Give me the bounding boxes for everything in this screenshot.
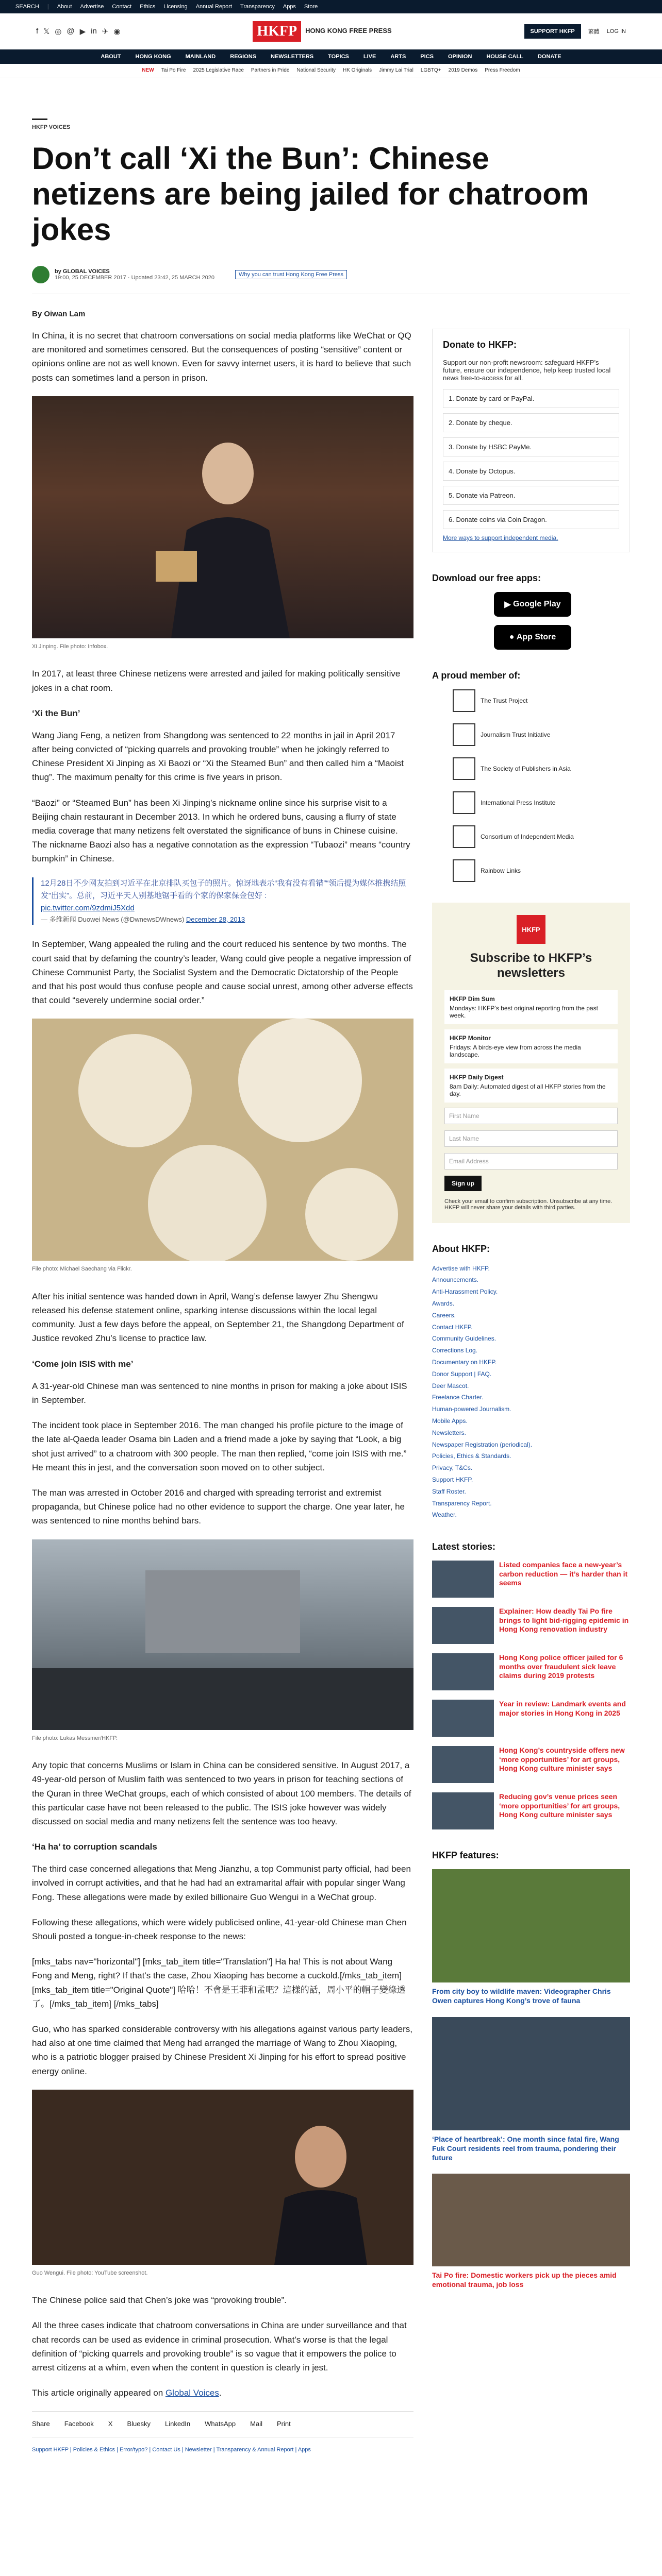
top-utility-bar: SEARCH | About Advertise Contact Ethics Licensing Annual Report Transparency Apps Store <box>0 0 662 13</box>
share-label: Share <box>32 2420 50 2428</box>
trust-link[interactable]: Why you can trust Hong Kong Free Press <box>235 270 347 279</box>
signup-button[interactable]: Sign up <box>444 1176 482 1191</box>
nav-donate[interactable]: DONATE <box>537 54 561 60</box>
member-jti[interactable]: Journalism Trust Initiative <box>453 723 630 746</box>
paragraph: Any topic that concerns Muslims or Islam in China can be considered sensitive. In August 2017, a 49-year-old person of Muslim faith was sentenced to two years in prison for teaching sections of the Quran in three WeChat groups, each of which consisted of about 100 members. The details of this particular case have not been released to the public. The ISIS joke however was widely discussed on social media and many netizens felt the sentence was too heavy. <box>32 1760 411 1826</box>
paragraph: Following these allegations, which were widely publicised online, 41-year-old Chinese man Chen Shouli posted a tongue-in-cheek response to the news: <box>32 1917 407 1942</box>
section-heading: ‘Ha ha’ to corruption scandals <box>32 1842 157 1852</box>
sopa-logo <box>453 757 475 780</box>
language-link[interactable]: 繁體 <box>588 28 600 35</box>
about-link[interactable]: Corrections Log. <box>432 1347 478 1354</box>
about-link[interactable]: Newsletters. <box>432 1429 467 1436</box>
share-bluesky[interactable]: Bluesky <box>127 2420 151 2428</box>
facebook-icon[interactable]: f <box>36 26 39 36</box>
site-logo[interactable]: HKFP HONG KONG FREE PRESS <box>253 21 391 42</box>
transparency-link[interactable]: Transparency <box>240 4 275 10</box>
donate-text: Support our non-profit newsroom: safeguard HKFP’s future, ensure our independence, help keep trusted local news free-to-access for all. <box>443 359 611 382</box>
newsletter-option-monitor[interactable]: HKFP Monitor Fridays: A birds-eye view from across the media landscape. <box>444 1029 618 1063</box>
paragraph: After his initial sentence was handed down in April, Wang’s defense lawyer Zhu Shengwu released his defense statement online, sparking intense discussions within the local legal community. Just a few days before the appeal, on September 21, the Shangdong Department of Justice revoked Zhu’s license to practice law. <box>32 1291 404 1344</box>
google-play-button[interactable]: ▶ Google Play <box>494 592 571 617</box>
about-link[interactable]: Awards. <box>432 1299 455 1307</box>
about-link[interactable]: About <box>57 4 72 10</box>
share-facebook[interactable]: Facebook <box>64 2420 94 2428</box>
email-field[interactable]: Email Address <box>444 1153 618 1170</box>
member-ipi[interactable]: International Press Institute <box>453 791 630 814</box>
annual-report-link[interactable]: Annual Report <box>195 4 233 10</box>
trust-project-logo <box>453 689 475 712</box>
jti-logo <box>453 723 475 746</box>
about-link[interactable]: Documentary on HKFP. <box>432 1358 497 1366</box>
photo-caption: Xi Jinping. File photo: Infobox. <box>32 643 108 650</box>
more-support-link[interactable]: More ways to support independent media. <box>443 534 558 541</box>
feature-item[interactable]: Tai Po fire: Domestic workers pick up the pieces amid emotional trauma, job loss <box>432 2174 630 2289</box>
contact-link[interactable]: Contact <box>112 4 132 10</box>
latest-story[interactable]: Year in review: Landmark events and major stories in Hong Kong in 2025 <box>432 1700 630 1737</box>
donate-option-patreon[interactable]: 5. Donate via Patreon. <box>443 486 619 505</box>
nav-newsletters[interactable]: NEWSLETTERS <box>271 54 314 60</box>
tweet-source: — 多维新闻 Duowei News (@DwnewsDWnews) <box>41 915 185 923</box>
first-name-field[interactable]: First Name <box>444 1108 618 1124</box>
paragraph: In 2017, at least three Chinese netizens were arrested and jailed for making politically sensitive jokes in a chat room. <box>32 669 401 693</box>
cim-logo <box>453 825 475 848</box>
apple-icon: ● <box>509 633 517 641</box>
x-icon[interactable]: 𝕏 <box>43 27 50 36</box>
buns-graphic <box>32 1019 413 1261</box>
members-title: A proud member of: <box>432 670 521 681</box>
about-link[interactable]: Human-powered Journalism. <box>432 1405 511 1413</box>
paragraph: “Baozi” or “Steamed Bun” has been Xi Jinping’s nickname online since his surprise visit to a Beijing chain restaurant in December 2013. In which he ordered buns, causing a flurry of state media coverage that many netizens felt overstated the significance of buns in Chinese cuisine. The nickname Baozi also has a negative connotation as the expression “Tubaozi” means “country bumpkin” in Chinese. <box>32 798 410 864</box>
nav-pics[interactable]: PICS <box>420 54 434 60</box>
donate-option-coins[interactable]: 6. Donate coins via Coin Dragon. <box>443 510 619 529</box>
global-voices-logo <box>32 266 49 283</box>
donate-option-octopus[interactable]: 4. Donate by Octopus. <box>443 462 619 481</box>
member-trust-project[interactable]: The Trust Project <box>453 689 630 712</box>
share-bar <box>32 2411 413 2437</box>
tweet-text: 12月28日不少网友拍到习近平在北京排队买包子的照片。惊讶地表示“我有没有看错”“领后提为媒体推携结照发”出实”。总前，习近平天人别基地锯手看的个家的保家保金包好 : <box>41 878 406 900</box>
section-eyebrow[interactable]: HKFP VOICES <box>32 118 47 130</box>
share-x[interactable]: X <box>108 2420 113 2428</box>
about-link[interactable]: Deer Mascot. <box>432 1382 469 1389</box>
trending-item[interactable]: Partners in Pride <box>251 67 290 73</box>
paragraph: The Chinese police said that Chen’s joke was “provoking trouble”. <box>32 2295 287 2306</box>
story-thumbnail <box>432 1653 494 1690</box>
nav-hong-kong[interactable]: HONG KONG <box>135 54 171 60</box>
member-cim[interactable]: Consortium of Independent Media <box>453 825 630 848</box>
donate-option-payme[interactable]: 3. Donate by HSBC PayMe. <box>443 437 619 456</box>
social-icons <box>36 27 121 36</box>
about-link[interactable]: Contact HKFP. <box>432 1323 473 1331</box>
main-nav <box>0 49 662 64</box>
byline <box>32 266 630 294</box>
latest-story[interactable]: Hong Kong police officer jailed for 6 months over fraudulent sick leave claims during 2019 protests <box>432 1653 630 1690</box>
apps-link[interactable]: Apps <box>283 4 296 10</box>
nav-house-call[interactable]: HOUSE CALL <box>486 54 523 60</box>
member-sopa[interactable]: The Society of Publishers in Asia <box>453 757 630 780</box>
paragraph: The man was arrested in October 2016 and charged with spreading terrorist and extremist propaganda, but Chinese police had no other evidence to support the charge. One year later, he was sentenced to nine months behind bars. <box>32 1487 405 1526</box>
latest-story[interactable]: Reducing gov’s venue prices seen ‘more opportunities’ for art groups, Hong Kong culture minister says <box>432 1792 630 1829</box>
article-body <box>32 329 413 2455</box>
latest-story[interactable]: Listed companies face a new-year’s carbon reduction — it’s harder than it seems <box>432 1561 630 1598</box>
article-footer-links[interactable]: Support HKFP | Policies & Ethics | Error/typo? | Contact Us | Newsletter | Transparency & Annual Report | Apps <box>32 2447 311 2453</box>
nav-live[interactable]: LIVE <box>363 54 376 60</box>
trending-item[interactable]: HK Originals <box>342 67 372 73</box>
site-header <box>0 13 662 49</box>
about-link[interactable]: Donor Support | FAQ. <box>432 1370 492 1378</box>
share-mail[interactable]: Mail <box>250 2420 262 2428</box>
about-link[interactable]: Weather. <box>432 1511 457 1519</box>
photo-caption: File photo: Lukas Messmer/HKFP. <box>32 1735 118 1741</box>
app-store-button[interactable]: ● App Store <box>494 625 571 650</box>
about-link[interactable]: Support HKFP. <box>432 1476 473 1483</box>
about-link[interactable]: Newspaper Registration (periodical). <box>432 1440 533 1448</box>
paragraph: Guo, who has sparked considerable controversy with his allegations against various party leaders, had also at one time claimed that Meng had arranged the marriage of Wang to Zhou Xiaoping, who is a patriotic blogger praised by Chinese President Xi Jinping for his effort to spread positive energy online. <box>32 2024 413 2076</box>
paragraph: In September, Wang appealed the ruling and the court reduced his sentence by two months. The court said that by defaming the country’s leader, Wang could give people a negative impression of Chinese Communist Party, the Socialist System and the Democratic Dictatorship of the People and that his post would thus confuse people and cause social unrest, among other adverse effects that could “severely undermine social order.” <box>32 939 413 1006</box>
paragraph: All the three cases indicate that chatroom conversations in China are under surveillance and that chat records can be used as evidence in criminal prosecution. What’s worse is that the legal definition of “picking quarrels and provoking trouble” is so vague that it empowers the police to arrest citizens at a whim, even when the content in question is clearly in jest. <box>32 2320 407 2373</box>
tweet-date[interactable]: December 28, 2013 <box>186 915 245 923</box>
trending-item[interactable]: 2025 Legislative Race <box>193 67 244 73</box>
latest-story[interactable]: Explainer: How deadly Tai Po fire brings to light bid-rigging epidemic in Hong Kong renovation industry <box>432 1607 630 1644</box>
share-linkedin[interactable]: LinkedIn <box>165 2420 191 2428</box>
search-link[interactable]: SEARCH <box>15 4 39 10</box>
story-thumbnail <box>432 1792 494 1829</box>
newsletter-box <box>432 903 630 1223</box>
about-link[interactable]: Anti-Harassment Policy. <box>432 1288 498 1296</box>
trending-item[interactable]: LGBTQ+ <box>420 67 441 73</box>
advertise-link[interactable]: Advertise <box>80 4 104 10</box>
latest-story[interactable]: Hong Kong’s countryside offers new ‘more opportunities’ for art groups, Hong Kong culture minister says <box>432 1746 630 1783</box>
trending-item[interactable]: Press Freedom <box>485 67 520 73</box>
donate-option-card[interactable]: 1. Donate by card or PayPal. <box>443 389 619 408</box>
feature-image <box>432 2174 630 2266</box>
about-link[interactable]: Mobile Apps. <box>432 1417 468 1425</box>
rainbow-links-logo <box>453 859 475 882</box>
nav-about[interactable]: ABOUT <box>101 54 121 60</box>
about-link[interactable]: Freelance Charter. <box>432 1394 484 1401</box>
photo-caption: File photo: Michael Saechang via Flickr. <box>32 1266 132 1273</box>
section-heading: ‘Come join ISIS with me’ <box>32 1359 134 1369</box>
donate-option-cheque[interactable]: 2. Donate by cheque. <box>443 413 619 432</box>
steamed-buns-photo <box>32 1019 413 1261</box>
ipi-logo <box>453 791 475 814</box>
about-list <box>432 1263 630 1521</box>
about-title: About HKFP: <box>432 1243 490 1254</box>
paragraph: A 31-year-old Chinese man was sentenced to nine months in prison for making a joke about ISIS in September. <box>32 1381 407 1405</box>
paragraph: Wang Jiang Feng, a netizen from Shangdong was sentenced to 22 months in jail in April 2017 after being convicted of “picking quarrels and provoking trouble” when he jokingly referred to Chinese President Xi Jinping as Xi Baozi or “Xi the Steamed Bun” and then called him a “Maoist thug”. The maximum penalty for this crime is five years in prison. <box>32 730 404 783</box>
member-rainbow-links[interactable]: Rainbow Links <box>453 859 630 882</box>
sidebar <box>432 329 630 2455</box>
trending-item[interactable]: National Security <box>296 67 336 73</box>
embedded-tweet <box>32 877 413 925</box>
byline-author[interactable]: by GLOBAL VOICES <box>55 268 110 275</box>
rss-icon[interactable]: ◉ <box>113 27 121 36</box>
paragraph: This article originally appeared on Global Voices. <box>32 2388 222 2398</box>
about-link[interactable]: Transparency Report. <box>432 1499 492 1507</box>
section-heading: ‘Xi the Bun’ <box>32 708 80 718</box>
linkedin-icon[interactable]: in <box>91 26 97 36</box>
telegram-icon[interactable]: ✈ <box>102 27 109 36</box>
feature-item[interactable]: From city boy to wildlife maven: Videographer Chris Owen captures Hong Kong’s trove of fauna <box>432 1869 630 2005</box>
last-name-field[interactable]: Last Name <box>444 1130 618 1147</box>
newsletter-option-digest[interactable]: HKFP Daily Digest 8am Daily: Automated digest of all HKFP stories from the day. <box>444 1069 618 1103</box>
instagram-icon[interactable]: ◎ <box>55 27 62 36</box>
about-link[interactable]: Community Guidelines. <box>432 1335 496 1343</box>
story-thumbnail <box>432 1561 494 1598</box>
support-hkfp-button[interactable]: SUPPORT HKFP <box>524 24 581 39</box>
latest-title: Latest stories: <box>432 1541 496 1552</box>
about-link[interactable]: Careers. <box>432 1311 456 1319</box>
nav-opinion[interactable]: OPINION <box>448 54 472 60</box>
crowd-photo <box>32 1539 413 1730</box>
publish-date: 19:00, 25 DECEMBER 2017 · Updated 23:42, 25 MARCH 2020 <box>55 275 215 281</box>
ethics-link[interactable]: Ethics <box>140 4 156 10</box>
about-link[interactable]: Announcements. <box>432 1276 479 1284</box>
paragraph: The third case concerned allegations that Meng Jianzhu, a top Communist party official, had been involved in corrupt activities, and that he had had an extramarital affair with popular singer Wang Fong. These allegations were made by exiled billionaire Guo Wengui in a WeChat group. <box>32 1864 411 1902</box>
youtube-icon[interactable]: ▶ <box>79 27 86 36</box>
nav-topics[interactable]: TOPICS <box>328 54 349 60</box>
about-link[interactable]: Privacy, T&Cs. <box>432 1464 473 1472</box>
new-label: NEW <box>142 67 154 73</box>
store-link[interactable]: Store <box>304 4 318 10</box>
paragraph: The incident took place in September 2016. The man changed his profile picture to the image of the late al-Qaeda leader Osama bin Laden and a friend made a joke by saying that “Look, a big shot just arrived” to a chatroom with 300 people. The man then replied, “come join ISIS with me.” He meant this in jest, and the conversation soon moved on to other subject. <box>32 1420 407 1472</box>
photo-caption: Guo Wengui. File photo: YouTube screenshot. <box>32 2269 148 2276</box>
share-print[interactable]: Print <box>276 2420 291 2428</box>
trending-item[interactable]: 2019 Demos <box>448 67 478 73</box>
portrait-graphic <box>32 2090 413 2265</box>
share-whatsapp[interactable]: WhatsApp <box>205 2420 236 2428</box>
newsletter-badge: HKFP <box>517 915 545 944</box>
threads-icon[interactable]: @ <box>67 26 75 36</box>
newsletter-disclaimer: Check your email to confirm subscription. Unsubscribe at any time. HKFP will never share your details with third parties. <box>444 1198 613 1211</box>
nav-mainland[interactable]: MAINLAND <box>185 54 216 60</box>
portrait-graphic <box>32 396 413 638</box>
guo-wengui-photo <box>32 2090 413 2265</box>
login-link[interactable]: LOG IN <box>606 28 626 35</box>
trending-nav <box>0 64 662 77</box>
nav-arts[interactable]: ARTS <box>390 54 406 60</box>
donate-box <box>432 329 630 552</box>
about-link[interactable]: Staff Roster. <box>432 1487 466 1495</box>
play-icon: ▶ <box>504 600 514 609</box>
nav-regions[interactable]: REGIONS <box>230 54 256 60</box>
donate-title: Donate to HKFP: <box>443 340 517 350</box>
story-thumbnail <box>432 1607 494 1644</box>
source-link[interactable]: Global Voices <box>165 2388 219 2398</box>
newsletter-title: Subscribe to HKFP’s newsletters <box>470 951 592 980</box>
story-thumbnail <box>432 1746 494 1783</box>
newsletter-option-dimsum[interactable]: HKFP Dim Sum Mondays: HKFP’s best original reporting from the past week. <box>444 990 618 1024</box>
apps-title: Download our free apps: <box>432 573 541 583</box>
trending-item[interactable]: Tai Po Fire <box>161 67 186 73</box>
article-author: By Oiwan Lam <box>32 310 86 318</box>
feature-item[interactable]: ‘Place of heartbreak’: One month since fatal fire, Wang Fuk Court residents reel from trauma, pondering their future <box>432 2017 630 2163</box>
trending-item[interactable]: Jimmy Lai Trial <box>379 67 413 73</box>
about-link[interactable]: Policies, Ethics & Standards. <box>432 1452 511 1460</box>
shortcode-text: [mks_tabs nav="horizontal"] [mks_tab_item title="Translation"] Ha ha! This is not about Wang Fong and Meng, right? If that’s the case, Zhou Xiaoping has become a cuckold.[/mks_tab_item] [mks_tab_item title="Original Quote"] 哈哈！不會是王菲和孟吧？這樣的話，周小平的帽子變綠透了。[/mks_tab_item] [/mks_tabs] <box>32 1957 406 2009</box>
licensing-link[interactable]: Licensing <box>163 4 188 10</box>
tweet-link[interactable]: pic.twitter.com/9zdmiJ5Xdd <box>41 903 135 912</box>
feature-image <box>432 1869 630 1982</box>
feature-image <box>432 2017 630 2130</box>
story-thumbnail <box>432 1700 494 1737</box>
crowd-graphic <box>32 1539 413 1730</box>
about-link[interactable]: Advertise with HKFP. <box>432 1264 490 1272</box>
paragraph: In China, it is no secret that chatroom conversations on social media platforms like WeChat or QQ are monitored and sometimes censored. But the consequences of posting “sensitive” content or opinions online are not as well known. Even for savvy internet users, it is hard to believe that such posts can sometimes land a person in prison. <box>32 331 411 383</box>
features-title: HKFP features: <box>432 1850 499 1861</box>
xi-jinping-photo <box>32 396 413 638</box>
article-title: Don’t call ‘Xi the Bun’: Chinese netizens are being jailed for chatroom jokes <box>32 141 589 247</box>
